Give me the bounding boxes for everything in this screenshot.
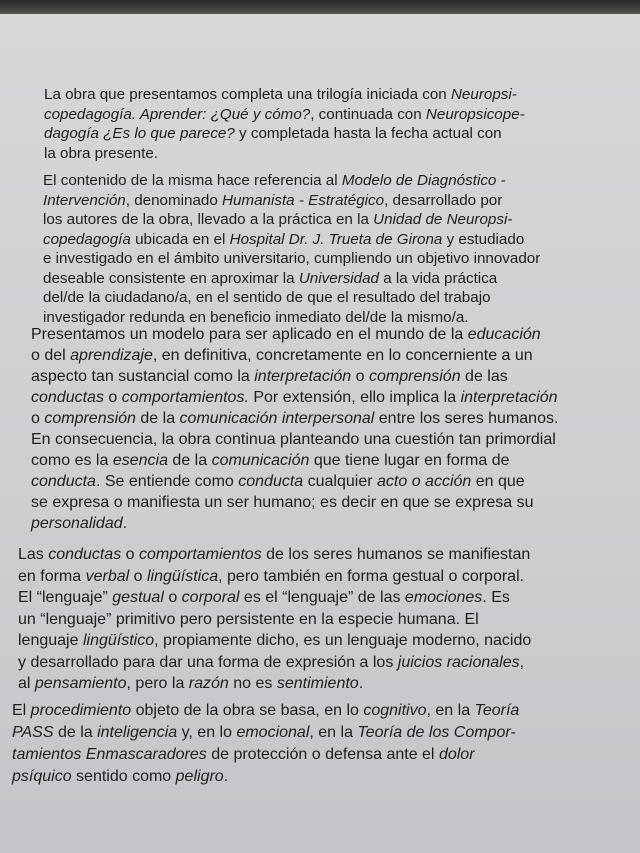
text-segment: o — [163, 589, 182, 606]
text-segment: o — [121, 546, 139, 563]
text-segment: . Se entiende como — [95, 473, 239, 490]
text-segment: al — [18, 675, 35, 692]
text-segment: Presentamos un modelo para ser aplicado en el mundo de la — [31, 326, 468, 343]
text-segment: . Es — [482, 589, 510, 606]
text-segment: , pero también en forma gestual o corporal. — [218, 567, 525, 585]
text-segment: . — [223, 768, 229, 785]
italic-text: Hospital Dr. J. Trueta de Girona — [229, 230, 443, 248]
italic-text: Intervención — [43, 191, 126, 209]
text-segment: un “lenguaje” primitivo pero persistente en la especie humana. El — [18, 610, 479, 628]
italic-text: interpretación — [254, 368, 352, 385]
text-segment: En consecuencia, la obra continua planteando una cuestión tan primordial — [31, 431, 556, 448]
text-segment: y completada hasta la fecha actual con — [234, 125, 502, 142]
text-segment: , pero la — [126, 675, 189, 692]
italic-text: Neuropsi- — [450, 86, 517, 103]
text-segment: , propiamente dicho, es un lenguaje moderno, nacido — [154, 632, 532, 649]
italic-text: razón — [188, 675, 229, 692]
italic-text: lingüístico — [82, 632, 155, 649]
text-segment: o del — [31, 347, 71, 364]
text-segment: , en la — [309, 724, 358, 741]
text-segment: El contenido de la misma hace referencia al — [43, 172, 342, 189]
italic-text: interpretación — [460, 389, 558, 406]
italic-text: conductas — [48, 546, 122, 563]
italic-text: comprensión — [44, 410, 136, 427]
text-segment: , en definitiva, concretamente en lo concerniente a un — [152, 347, 533, 364]
italic-text: Teoría de los Compor- — [357, 724, 516, 741]
italic-text: juicios racionales — [397, 653, 520, 671]
italic-text: comportamientos — [138, 546, 262, 563]
text-segment: de los seres humanos se manifiestan — [261, 546, 531, 563]
text-segment: en que — [471, 473, 525, 490]
italic-text: procedimiento — [30, 702, 132, 719]
italic-text: cognitivo — [363, 702, 427, 719]
text-segment: e investigado en el ámbito universitario, cumpliendo un objetivo innovador — [43, 250, 541, 267]
text-segment: y, en lo — [177, 724, 237, 741]
text-segment: cualquier — [303, 473, 378, 490]
italic-text: emociones — [404, 589, 483, 606]
text-segment: , denominado — [125, 191, 223, 209]
text-segment: o — [129, 567, 147, 585]
italic-text: comunicación interpersonal — [179, 410, 375, 427]
text-segment: , desarrollado por — [384, 191, 503, 209]
text-segment: se expresa o manifiesta un ser humano; es decir en que se expresa su — [31, 494, 534, 511]
italic-text: Teoría — [474, 702, 520, 719]
text-segment: , en la — [426, 702, 475, 719]
italic-text: acto o acción — [377, 473, 472, 490]
text-segment: lenguaje — [18, 632, 83, 649]
text-segment: los autores de la obra, llevado a la práctica en la — [43, 211, 374, 228]
italic-text: pensamiento — [34, 675, 127, 692]
text-segment: ubicada en el — [130, 230, 230, 248]
italic-text: comprensión — [368, 368, 461, 385]
text-segment: o — [31, 410, 45, 427]
text-segment: la obra presente. — [44, 144, 158, 162]
text-segment: Por extensión, ello implica la — [248, 389, 461, 406]
italic-text: Humanista - Estratégico — [222, 191, 385, 209]
text-segment: es el “lenguaje” de las — [239, 589, 405, 606]
italic-text: aprendizaje — [70, 347, 153, 364]
text-segment: entre los seres humanos. — [374, 410, 559, 427]
text-segment: , continuada con — [310, 105, 426, 123]
italic-text: emocional — [236, 724, 310, 741]
text-segment: y desarrollado para dar una forma de expresión a los — [18, 653, 398, 671]
italic-text: dolor — [438, 746, 475, 763]
italic-text: copedagogía. Aprender: ¿Qué y cómo? — [44, 105, 311, 123]
text-segment: o — [103, 389, 122, 406]
text-segment: del/de la ciudadano/a, en el sentido de que el resultado del trabajo — [43, 289, 491, 306]
italic-text: PASS — [12, 724, 54, 741]
italic-text: educación — [467, 326, 541, 343]
text-segment: El — [12, 702, 31, 719]
italic-text: personalidad — [31, 515, 123, 532]
italic-text: lingüística — [146, 567, 219, 585]
text-segment: de protección o defensa ante el — [206, 746, 439, 763]
text-segment: de la — [53, 724, 98, 741]
text-segment: de las — [460, 368, 508, 385]
book-back-cover — [0, 14, 640, 853]
italic-text: conductas — [31, 389, 104, 406]
italic-text: inteligencia — [97, 724, 178, 741]
text-segment: . — [358, 675, 364, 692]
text-segment: La obra que presentamos completa una trilogía iniciada con — [44, 86, 451, 103]
italic-text: esencia — [112, 452, 168, 469]
text-segment: y estudiado — [442, 230, 525, 248]
italic-text: Neuropsicope- — [425, 105, 525, 123]
text-segment: de la — [135, 410, 180, 427]
text-segment: Las — [18, 546, 49, 563]
text-segment: a la vida práctica — [379, 269, 498, 287]
italic-text: comportamientos. — [121, 389, 249, 406]
italic-text: copedagogía — [43, 230, 131, 248]
text-segment: sentido como — [71, 768, 176, 785]
text-segment: objeto de la obra se basa, en lo — [131, 702, 364, 719]
text-segment: en forma — [18, 567, 86, 585]
text-segment: de la — [167, 452, 212, 469]
text-segment: no es — [228, 675, 277, 692]
italic-text: corporal — [181, 589, 240, 606]
text-segment: , — [519, 653, 525, 671]
italic-text: conducta — [238, 473, 304, 490]
background-surface-edge — [0, 0, 640, 15]
italic-text: verbal — [85, 567, 130, 585]
italic-text: comunicación — [211, 452, 310, 469]
italic-text: sentimiento — [276, 675, 359, 692]
italic-text: psíquico — [12, 768, 72, 785]
italic-text: conducta — [31, 473, 96, 490]
italic-text: Modelo de Diagnóstico - — [341, 172, 506, 189]
italic-text: Unidad de Neuropsi- — [373, 211, 513, 228]
text-segment: aspecto tan sustancial como la — [31, 368, 255, 385]
text-segment: como es la — [31, 452, 113, 469]
italic-text: tamientos Enmascaradores — [12, 746, 207, 763]
text-segment: o — [351, 368, 369, 385]
text-segment: que tiene lugar en forma de — [309, 452, 510, 469]
italic-text: peligro — [175, 768, 224, 785]
italic-text: dagogía ¿Es lo que parece? — [44, 125, 235, 142]
text-segment: El “lenguaje” — [18, 589, 113, 606]
italic-text: gestual — [112, 589, 164, 606]
text-segment: investigador redunda en beneficio inmediato del/de la mismo/a. — [43, 308, 469, 326]
text-segment: deseable consistente en aproximar la — [43, 269, 299, 287]
text-segment: . — [122, 515, 128, 532]
italic-text: Universidad — [298, 269, 380, 287]
